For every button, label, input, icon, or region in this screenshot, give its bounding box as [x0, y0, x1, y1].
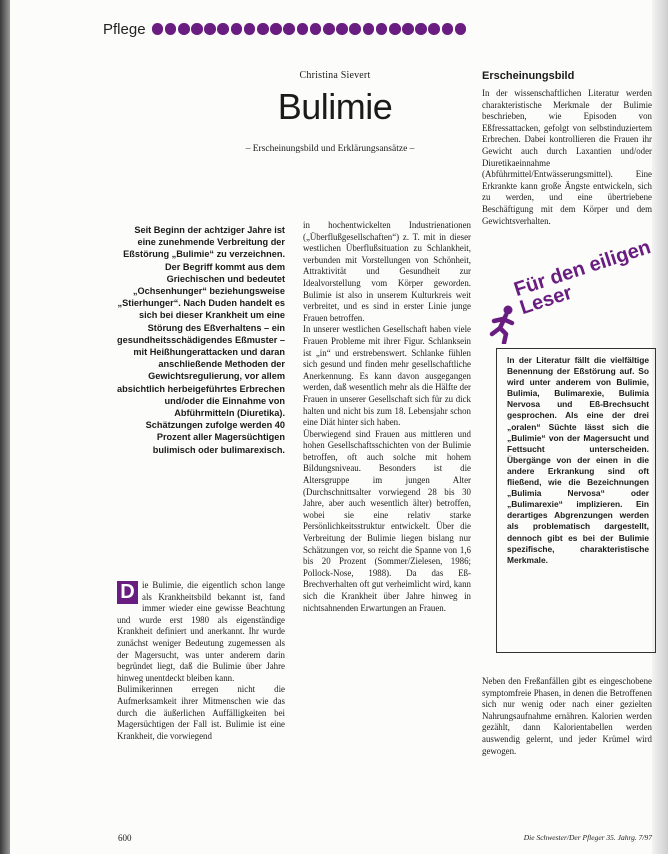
header-dot-row [152, 23, 467, 35]
section-label: Pflege [103, 20, 146, 38]
header-dot [165, 23, 177, 35]
body-column-1 [117, 580, 285, 742]
body-column-3-top [482, 88, 652, 227]
header-dot [428, 23, 440, 35]
body-text: Neben den Freßanfällen gibt es eingeschobene symptomfreie Phasen, in denen die Betroffenen sich nur wenig oder nach einer gezielten Nahrungsaufnahme ernähren. Kalorien werden gezählt, dann Kalorientabellen werden auswendig gelernt, und jeder Krümel wird gewogen. [482, 676, 652, 756]
author-name: Christina Sievert [299, 70, 371, 81]
body-text: In unserer westlichen Gesellschaft haben viele Frauen Probleme mit ihrer Figur. Schlanksein ist „in“ und erstrebenswert. Schlanke fühlen sich gesund und finden mehr gesellschaftliche Anerkennung. Es kann davon ausgegangen werden, daß wesentlich mehr als die Hälfte der Frauen in unserer Gesellschaft sich für zu dick halten und nicht bis zum 18. Lebensjahr schon eine Diät hinter sich haben. [303, 324, 471, 428]
body-text: In der wissenschaftlichen Literatur werden charakteristische Merkmale der Bulimie beschrieben, wie Episoden von Eßfressattacken, gefolgt von selbstinduziertem Erbrechen. Dabei kontrollieren die Frauen ihr Gewicht auch durch Laxantien und/oder Diuretikaeinnahme (Abführmittel/Entwässerungsmittel). Eine Erkrankte kann große Ängste entwickeln, sich zu werden, und eine übertriebene Beschäftigung mit dem Körper und dem Gewichtsverhalten. [482, 88, 652, 226]
fast-reader-box [496, 348, 656, 653]
fast-reader-title: Für den eiligen Leser [511, 236, 654, 320]
header-dot [442, 23, 454, 35]
header-dot [336, 23, 348, 35]
body-column-2 [303, 220, 471, 614]
section-header [103, 16, 466, 42]
header-dot [152, 23, 164, 35]
binding-shadow [0, 0, 10, 854]
header-dot [376, 23, 388, 35]
header-dot [204, 23, 216, 35]
header-dot [402, 23, 414, 35]
body-column-3-bottom [482, 676, 652, 757]
header-dot [178, 23, 190, 35]
header-dot [244, 23, 256, 35]
lead-paragraph: Seit Beginn der achtziger Jahre ist eine zunehmende Verbreitung der Eßstörung „Bulimie“ zu verzeichnen. Der Begriff kommt aus dem Griechischen und bedeutet „Ochsenhunger“ beziehungsweise „Stierhunger“. Nach Duden handelt es sich bei dieser Krankheit um eine Störung des Eßverhaltens – ein gesundheitsschädigendes Eßmuster – mit Heißhungerattacken und daran anschließende Methoden der Gewichtsregulierung, vor allem absichtlich herbeigeführtes Erbrechen und/oder die Einnahme von Abführmitteln (Diuretika). Schätzungen zufolge werden 40 Prozent aller Magersüchtigen bulimisch oder bulimarexisch. [117, 225, 285, 455]
article-title: Bulimie [277, 86, 393, 127]
journal-source: Die Schwester/Der Pfleger 35. Jahrg. 7/97 [523, 833, 652, 842]
drop-cap: D [117, 581, 138, 604]
header-dot [297, 23, 309, 35]
body-text: in hochentwickelten Industrienationen („Überflußgesellschaften“) z. T. mit in dieser westlichen Überflußsituation zu Schlankheit, verbunden mit Vorstellungen von Schönheit, Attraktivität und Gesundheit zur Idealvorstellung vom Körper geworden. Bulimie ist also in unserem Kulturkreis weit verbreitet, und es sind in erster Linie junge Frauen betroffen. [303, 220, 471, 323]
header-dot [257, 23, 269, 35]
body-text: Überwiegend sind Frauen aus mittleren und hohen Gesellschaftsschichten von der Bulimie betroffen, oft auch solche mit hohem Bildungsniveau. Besonders ist die Altersgruppe im jungen Alter (Durchschnittsalter vorwiegend 28 bis 30 Jahre, aber auch wesentlich älter) betroffen, wobei sie eine relativ starke Persönlichkeitsstruktur entwickelt. Über die Verbreitung der Bulimie liegen bislang nur Schätzungen vor, so reicht die Spanne von 1,6 bis 20 Prozent (Sommer/Zielesen, 1986; Pollock-Nose, 1988). Da das Eß-Brechverhalten oft gut verheimlicht wird, kann sich die Krankheit über Jahre hinweg in nichtsahnenden Erwartungen an Frauen. [303, 428, 471, 613]
header-dot [231, 23, 243, 35]
header-dot [363, 23, 375, 35]
header-dot [349, 23, 361, 35]
header-dot [191, 23, 203, 35]
header-dot [455, 23, 467, 35]
body-text: ie Bulimie, die eigentlich schon lange als Krankheitsbild bekannt ist, fand immer wieder eine gewisse Beachtung und wurde erst 1980 als eigenständige Krankheit definiert und anerkannt. Ihr wurde zunächst weniger Bedeutung zugemessen als der Magersucht, was unter anderem darin begründet liegt, daß die Bulimie über Jahre hinweg unentdeckt bleiben kann. [117, 580, 285, 683]
header-dot [389, 23, 401, 35]
header-dot [217, 23, 229, 35]
fast-reader-text: In der Literatur fällt die vielfältige Benennung der Eßstörung auf. So wird unter anderem von Bulimie, Bulimia, Bulimarexie, Bulimia Nervosa und Eß-Brechsucht gesprochen. Als eine der drei „oralen“ Süchte lässt sich die „Bulimie“ von der Magersucht und Fettsucht unterscheiden. Übergänge von der einen in die andere Erkrankung sind oft fließend, wie die Bezeichnungen „Bulimia Nervosa“ oder „Bulimarexie“ implizieren. Ein derartiges Abgrenzungen werden als problematisch dargestellt, dennoch gibt es bei der Bulimie spezifische, charakteristische Merkmale. [507, 355, 649, 565]
running-person-icon [486, 304, 522, 344]
header-dot [323, 23, 335, 35]
header-dot [415, 23, 427, 35]
header-dot [283, 23, 295, 35]
header-dot [310, 23, 322, 35]
page-number: 600 [118, 833, 132, 843]
article-subtitle: – Erscheinungsbild und Erklärungsansätze – [245, 144, 415, 154]
header-dot [270, 23, 282, 35]
section-heading: Erscheinungsbild [482, 70, 575, 82]
body-text: Bulimikerinnen erregen nicht die Aufmerksamkeit ihrer Mitmenschen wie das durch die äußerlichen Auffälligkeiten bei Magersüchtigen der Fall ist. Bulimie ist eine Krankheit, die vorwiegend [117, 684, 285, 741]
